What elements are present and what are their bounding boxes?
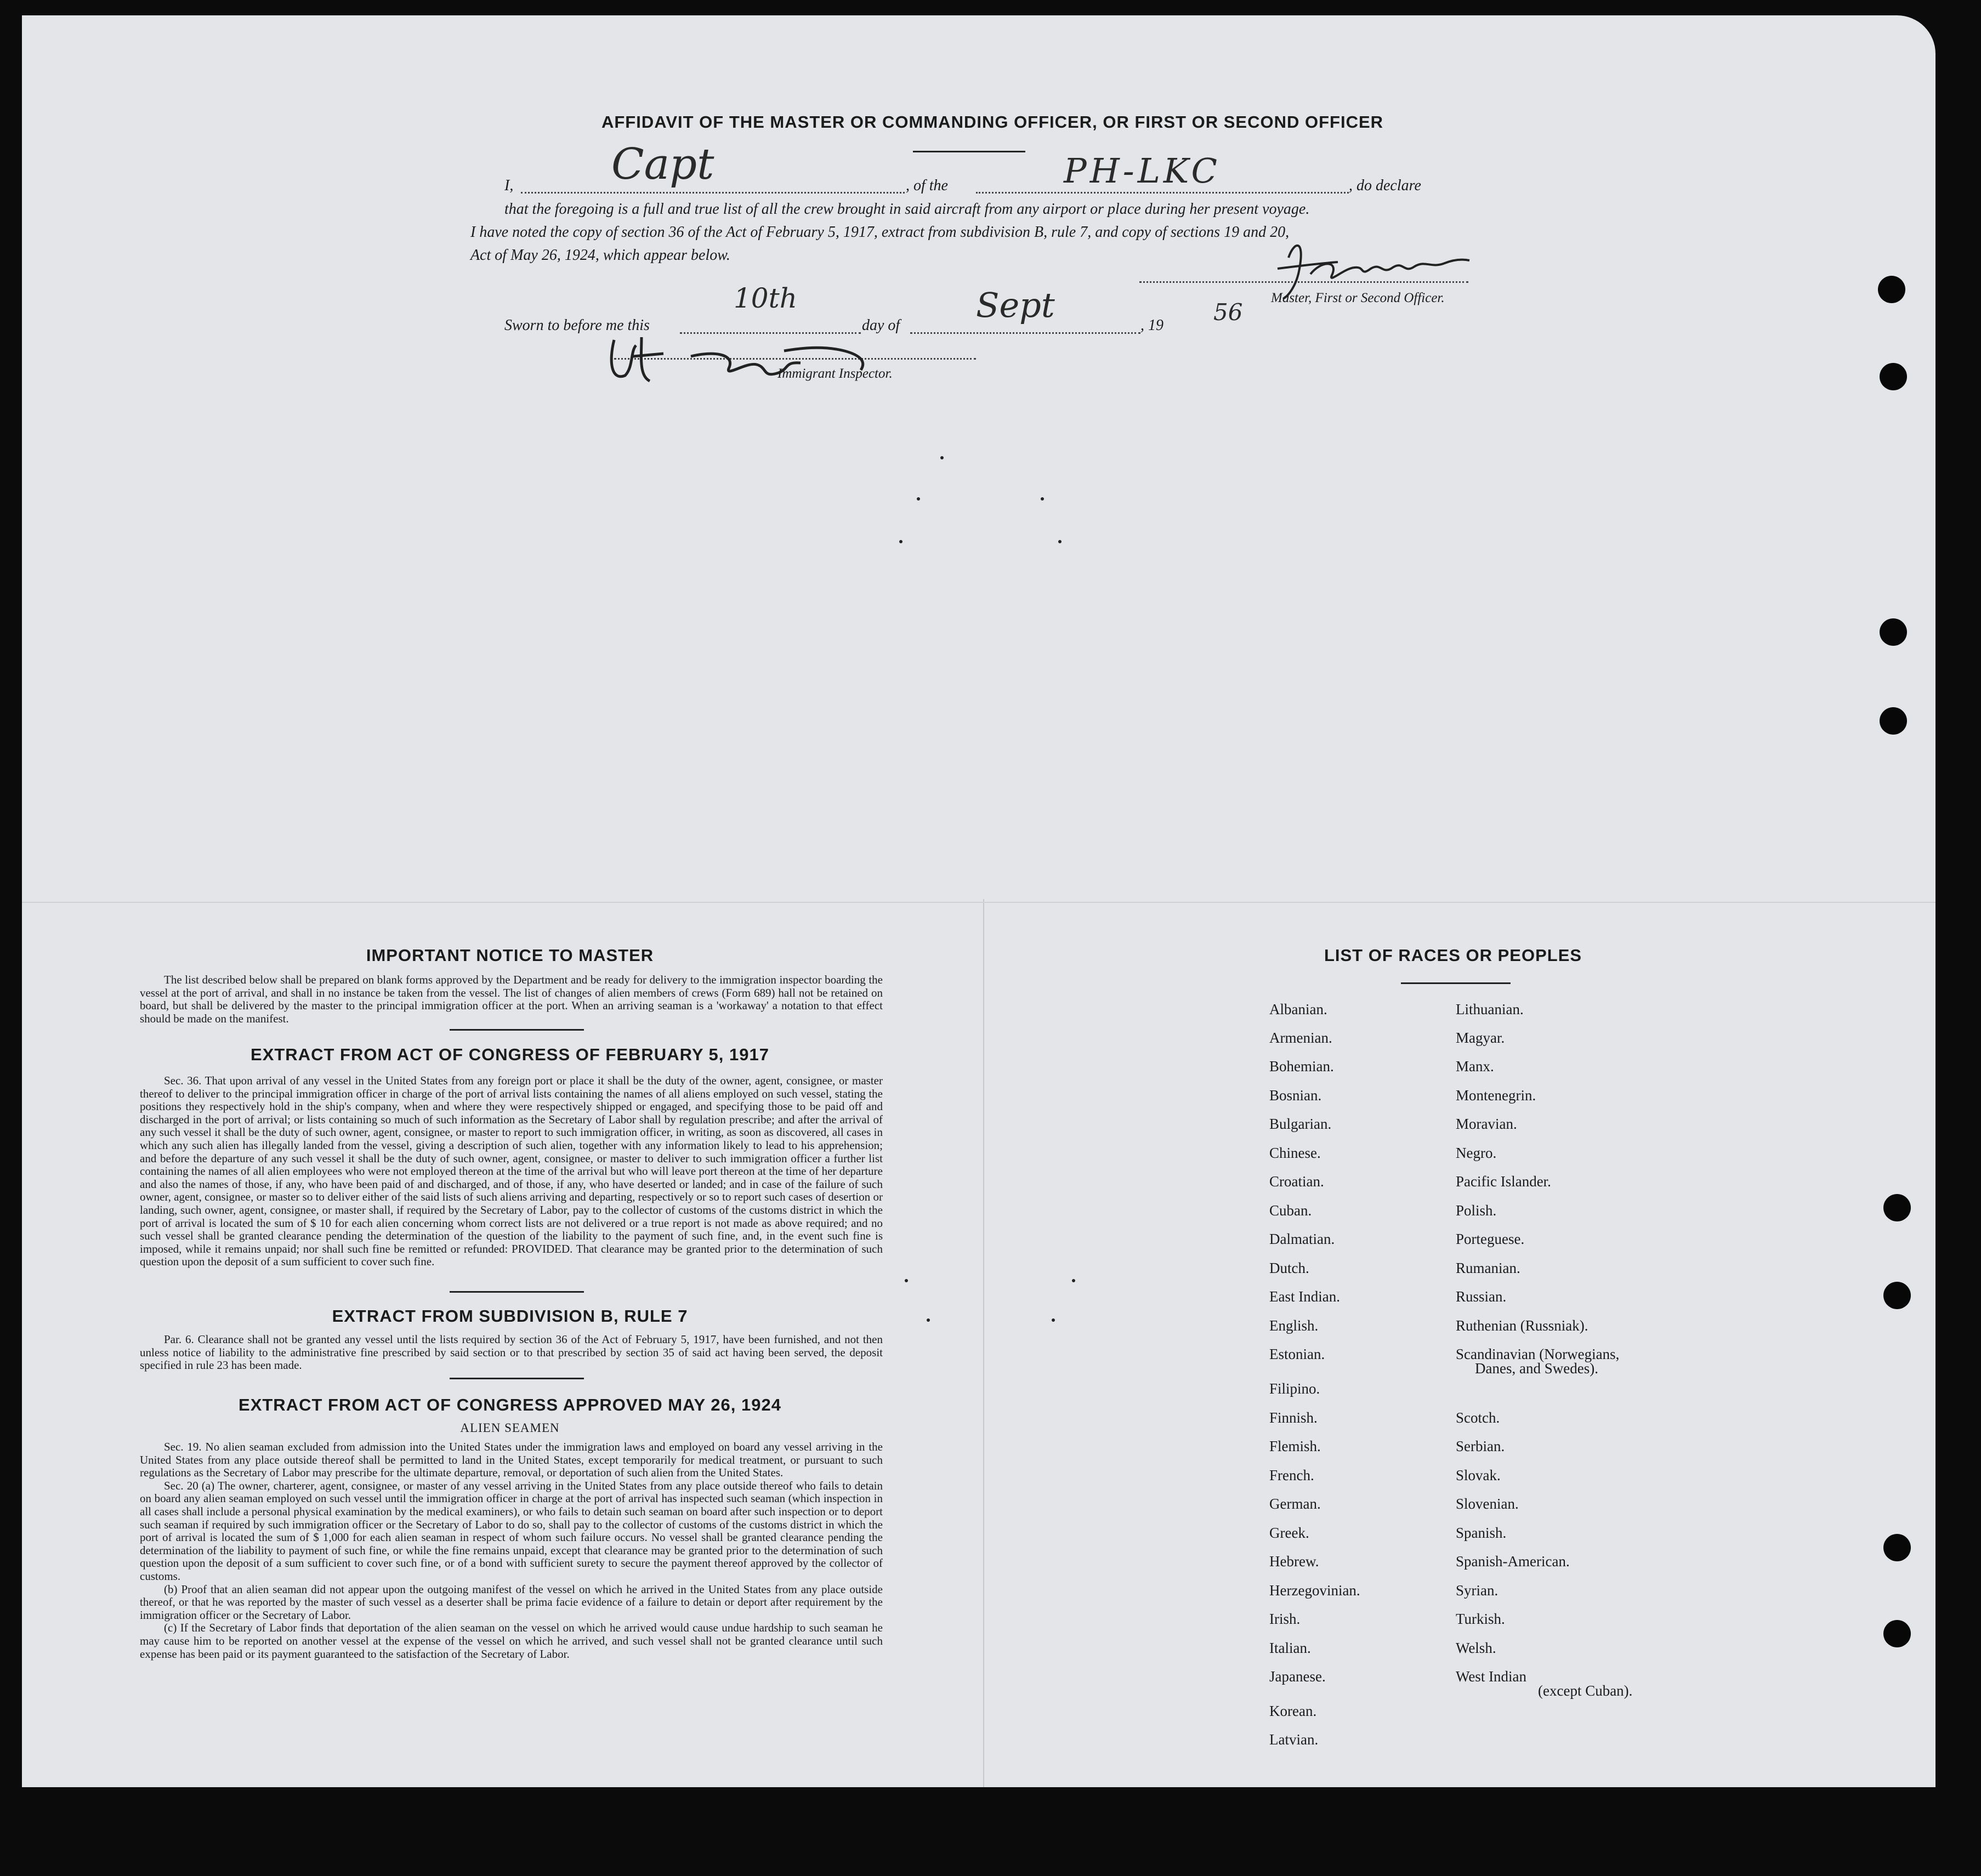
punch-hole <box>1883 1282 1911 1309</box>
race-item: Moravian. <box>1456 1116 1517 1132</box>
speck <box>1041 497 1044 501</box>
race-item: Danes, and Swedes). <box>1475 1360 1598 1377</box>
races-title-rule <box>1401 982 1511 984</box>
race-item: Negro. <box>1456 1145 1497 1161</box>
race-item: Scandinavian (Norwegians, <box>1456 1346 1620 1362</box>
race-item: Slovak. <box>1456 1467 1501 1483</box>
race-item: Porteguese. <box>1456 1231 1525 1247</box>
sec-20a-paragraph: Sec. 20 (a) The owner, charterer, agent, consignee, or master of any vessel arriving in the United States from any place outside thereof who fails to detain on board any alien seaman employed on such vessel until the immigration officer in charge at the port of arrival has inspected such seaman (which inspection in all cases shall include a personal physical examination by the medical examiners), or who fails to detain such seaman on board after such inspection or to deport such seaman if required by such immigration officer or the Secretary of Labor to do so, shall pay to the collector of customs of the customs district in which the port of arrival is located the sum of $ 1,000 for each alien seaman in respect of whom such failure occurs. No vessel shall be granted clearance pending the determination of the liability to payment of such fine, or while the fine remains unpaid, except that clearance may be granted prior to the determination of such question upon the deposit of a sum sufficient to cover such fine, or of a bond with sufficient surety to secure the payment thereof approved by the collector of customs. <box>140 1479 883 1583</box>
race-item: Spanish-American. <box>1456 1553 1570 1570</box>
fold-line <box>983 899 984 1787</box>
race-item: Latvian. <box>1269 1731 1319 1748</box>
race-item: Russian. <box>1456 1288 1507 1305</box>
par-6-paragraph: Par. 6. Clearance shall not be granted any vessel until the lists required by section 36 of the Act of February 5, 1917, have been furnished, and not then unless notice of liability to the administrative fine prescribed by said section or to that prescribed by section 35 of said act having been served, the deposit specified in rule 23 has been made. <box>140 1333 883 1372</box>
speck <box>917 497 920 501</box>
race-item: Albanian. <box>1269 1001 1327 1017</box>
race-item: Montenegrin. <box>1456 1087 1536 1104</box>
speck <box>1058 540 1062 543</box>
notice-text <box>140 974 883 1025</box>
sec-20c-paragraph: (c) If the Secretary of Labor finds that deportation of the alien seaman on the vessel on which he arrived would cause undue hardship to such seaman he may cause him to be reported on another vessel at the expense of the vessel on which he arrived, and such vessel shall not be granted clearance until such expense has been paid or its payment guaranteed to the satisfaction of the Secretary of Labor. <box>140 1621 883 1661</box>
race-item: Armenian. <box>1269 1030 1332 1046</box>
extract-1917-title: EXTRACT FROM ACT OF CONGRESS OF FEBRUARY 5, 1917 <box>251 1045 769 1064</box>
month-fill-line <box>910 332 1140 334</box>
race-item: Korean. <box>1269 1703 1317 1719</box>
race-item: Bosnian. <box>1269 1087 1322 1104</box>
race-item: Dutch. <box>1269 1260 1309 1276</box>
sec-36-paragraph: Sec. 36. That upon arrival of any vessel in the United States from any foreign port or place it shall be the duty of the owner, agent, consignee, or master thereof to deliver to the principal immigration officer in charge of the port of arrival lists containing the names of all aliens employed on such vessel, stating the positions they respectively hold in the ship's company, when and where they were respectively shipped or engaged, and specifying those to be paid off and discharged in the port of arrival; or lists containing so much of such information as the Secretary of Labor shall by regulation prescribe; and after the arrival of any such vessel it shall be the duty of such owner, agent, consignee, or master to report to such immigration officer, in writing, as soon as discovered, all cases in which any such alien has illegally landed from the vessel, giving a description of such alien, together with any information likely to lead to his apprehension; and before the departure of any such vessel it shall be the duty of such owner, agent, consignee, or master to deliver to such immigration officer a further list containing the names of all alien employees who were not employed thereon at the time of the arrival but who will leave port thereon at the time of her departure and also the names of those, if any, who have been paid of and discharged, and of those, if any, who have deserted or landed; and in case of the failure of such owner, agent, consignee, or master so to deliver either of the said lists of such aliens arriving and departing, respectively or so to report such cases of desertion or landing, such owner, agent, consignee, or master shall, if required by the Secretary of Labor, pay to the collector of customs of the customs district in which the port of arrival is located the sum of $ 10 for each alien concerning whom correct lists are not delivered or a true report is not made as above required; and no such vessel shall be granted clearance pending the determination of the question of the liability to the payment of such fine, and, in the event such fine is imposed, while it remains unpaid; nor shall such fine be remitted or refunded: PROVIDED. That clearance may be granted prior to the determination of such question upon the deposit of a sum sufficient to cover such fine. <box>140 1074 883 1269</box>
punch-hole <box>1883 1620 1911 1647</box>
i-label: I, <box>504 177 514 194</box>
extract-1917-text <box>140 1075 883 1269</box>
name-fill-line <box>521 192 905 194</box>
race-item: Estonian. <box>1269 1346 1325 1362</box>
race-item: Lithuanian. <box>1456 1001 1524 1017</box>
race-item: Magyar. <box>1456 1030 1505 1046</box>
punch-hole <box>1883 1534 1911 1561</box>
sec-20b-paragraph: (b) Proof that an alien seaman did not appear upon the outgoing manifest of the vessel on which he arrived in the United States from any place outside thereof, or that he was reported by the master of such vessel as a deserter shall be prima facie evidence of a failure to detain or deport after requirement by the immigration officer or the Secretary of Labor. <box>140 1582 883 1622</box>
race-item: Turkish. <box>1456 1611 1505 1627</box>
master-caption: Master, First or Second Officer. <box>1271 291 1445 305</box>
race-item: Hebrew. <box>1269 1553 1319 1570</box>
rule-7-title: EXTRACT FROM SUBDIVISION B, RULE 7 <box>332 1306 688 1326</box>
section-rule <box>450 1378 584 1379</box>
master-name-handwritten: Capt <box>611 140 714 189</box>
title-rule <box>913 151 1025 152</box>
punch-hole <box>1880 707 1907 735</box>
race-item: Pacific Islander. <box>1456 1173 1551 1190</box>
section-rule <box>450 1029 584 1031</box>
vessel-registration-handwritten: PH-LKC <box>1064 151 1221 191</box>
of-the-label: , of the <box>906 177 948 194</box>
race-item: East Indian. <box>1269 1288 1340 1305</box>
punch-hole <box>1883 1194 1911 1221</box>
section-rule <box>450 1291 584 1293</box>
inspector-caption: Immigrant Inspector. <box>777 366 893 381</box>
race-item: Ruthenian (Russniak). <box>1456 1317 1588 1334</box>
speck <box>927 1318 930 1322</box>
race-item: Irish. <box>1269 1611 1301 1627</box>
extract-1924-title: EXTRACT FROM ACT OF CONGRESS APPROVED MAY 26, 1924 <box>239 1395 781 1414</box>
year-label: , 19 <box>1140 317 1163 334</box>
race-item: Flemish. <box>1269 1438 1321 1454</box>
race-item: French. <box>1269 1467 1314 1483</box>
declaration-text-2: I have noted the copy of section 36 of the Act of February 5, 1917, extract from subdivision B, rule 7, and copy of sections 19 and 20, <box>470 224 1290 241</box>
affidavit-title: AFFIDAVIT OF THE MASTER OR COMMANDING OFFICER, OR FIRST OR SECOND OFFICER <box>601 112 1384 132</box>
notice-paragraph: The list described below shall be prepared on blank forms approved by the Department and be ready for delivery to the immigration inspector boarding the vessel at the port of arrival, and shall in no instance be taken from the vessel. The list of changes of alien members of crews (Form 689) hall not be retained on board, but shall be delivered by the master to the principal immigration officer at the port. When an arriving seaman is a 'workaway' a notation to that effect should be made on the manifest. <box>140 973 883 1025</box>
race-item: Herzegovinian. <box>1269 1582 1360 1599</box>
race-item: Rumanian. <box>1456 1260 1520 1276</box>
race-item: Slovenian. <box>1456 1496 1519 1512</box>
race-item: Cuban. <box>1269 1202 1312 1219</box>
alien-seamen-subtitle: ALIEN SEAMEN <box>460 1421 560 1435</box>
declaration-text-3: Act of May 26, 1924, which appear below. <box>470 247 730 264</box>
rule-7-text <box>140 1333 883 1372</box>
declare-label: , do declare <box>1349 177 1421 194</box>
punch-hole <box>1878 276 1905 303</box>
sec-19-paragraph: Sec. 19. No alien seaman excluded from admission into the United States under the immigration laws and employed on board any vessel arriving in the United States from any place outside thereof shall be permitted to land in the United States, except temporarily for medical treatment, or pursuant to such regulations as the Secretary of Labor may prescribe for the ultimate departure, removal, or deportation of such alien from the United States. <box>140 1440 883 1480</box>
inspector-signature <box>603 329 910 397</box>
year-handwritten: 56 <box>1213 299 1243 326</box>
sworn-label: Sworn to before me this <box>504 317 650 334</box>
race-item: Bohemian. <box>1269 1058 1334 1075</box>
race-item: Manx. <box>1456 1058 1494 1075</box>
race-item: Finnish. <box>1269 1409 1318 1426</box>
extract-1924-text <box>140 1441 883 1661</box>
speck <box>899 540 902 543</box>
race-item: Croatian. <box>1269 1173 1324 1190</box>
inspector-signature-scrawl <box>603 329 910 395</box>
month-handwritten: Sept <box>976 285 1055 325</box>
race-item: English. <box>1269 1317 1319 1334</box>
race-item: Serbian. <box>1456 1438 1505 1454</box>
race-item: Scotch. <box>1456 1409 1500 1426</box>
race-item: Dalmatian. <box>1269 1231 1335 1247</box>
fold-line-horizontal <box>22 902 1935 903</box>
race-item: (except Cuban). <box>1538 1682 1633 1699</box>
day-handwritten: 10th <box>734 282 797 314</box>
day-of-label: day of <box>862 317 900 334</box>
race-item: Bulgarian. <box>1269 1116 1332 1132</box>
race-item: Japanese. <box>1269 1668 1326 1685</box>
speck <box>940 456 944 459</box>
race-item: Syrian. <box>1456 1582 1498 1599</box>
speck <box>905 1279 908 1282</box>
race-item: Welsh. <box>1456 1640 1496 1656</box>
race-item: German. <box>1269 1496 1321 1512</box>
races-title: LIST OF RACES OR PEOPLES <box>1324 946 1582 965</box>
notice-title: IMPORTANT NOTICE TO MASTER <box>366 946 654 965</box>
race-item: West Indian <box>1456 1668 1527 1685</box>
race-item: Spanish. <box>1456 1525 1507 1541</box>
punch-hole <box>1880 363 1907 390</box>
race-item: Polish. <box>1456 1202 1497 1219</box>
race-item: Italian. <box>1269 1640 1311 1656</box>
speck <box>1052 1318 1055 1322</box>
vessel-fill-line <box>976 192 1349 194</box>
race-item: Filipino. <box>1269 1380 1320 1397</box>
punch-hole <box>1880 618 1907 646</box>
declaration-text-1: that the foregoing is a full and true list of all the crew brought in said aircraft from any airport or place during her present voyage. <box>504 201 1310 218</box>
speck <box>1072 1279 1075 1282</box>
race-item: Greek. <box>1269 1525 1309 1541</box>
race-item: Chinese. <box>1269 1145 1321 1161</box>
